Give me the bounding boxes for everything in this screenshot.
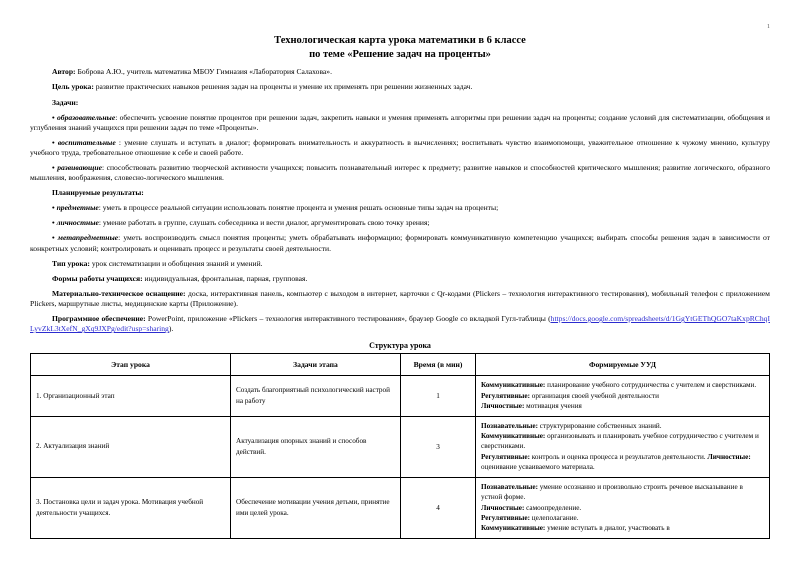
cell-stage: 2. Актуализация знаний	[31, 416, 231, 477]
uud-text: умение осознанно и произвольно строить речевое высказывание в устной форме.	[481, 482, 743, 502]
task-text: : обеспечить усвоение понятие процентов при решении задач, закрепить навыки и умения применять алгоритмы при решении задач на проценты; создание условий для систематизации, обобщения и углубления знаний учащихся при решении задач по теме «Проценты».	[30, 112, 770, 132]
tasks-label: Задачи:	[52, 97, 79, 107]
cell-stage: 1. Организационный этап	[31, 376, 231, 416]
google-sheets-link[interactable]: https://docs.google.com/spreadsheets/d/1GgYtGEThQGO7taKxpRChqILyvZkL3tXefN_gXq9JXPg/edit?usp=sharing	[30, 314, 770, 334]
page-title-line-1: Технологическая карта урока математики в 6 классе	[274, 35, 526, 46]
software-paragraph	[30, 314, 770, 334]
uud-label: Регулятивные:	[481, 452, 530, 461]
uud-label: Личностные:	[481, 503, 525, 512]
author-paragraph	[30, 67, 770, 77]
equipment-label: Материально-техническое оснащение:	[52, 288, 186, 298]
structure-caption: Структура урока	[369, 341, 431, 351]
uud-text: мотивация учения	[524, 402, 582, 411]
table-header-row	[31, 354, 770, 376]
uud-label: Коммуникативные:	[481, 431, 546, 440]
cell-task: Актуализация опорных знаний и способов действий.	[231, 416, 401, 477]
lesson-type-label: Тип урока:	[52, 258, 90, 268]
uud-text: контроль и оценка процесса и результатов деятельности.	[529, 452, 708, 461]
uud-label: Регулятивные:	[481, 391, 530, 400]
lesson-type-paragraph	[30, 259, 770, 269]
cell-stage: 3. Постановка цели и задач урока. Мотивация учебной деятельности учащихся.	[31, 477, 231, 538]
planned-results-heading	[30, 188, 770, 198]
bullet-icon: •	[52, 218, 55, 228]
uud-label: Личностные:	[481, 402, 525, 411]
task-text: : умение слушать и вступать в диалог; формировать внимательность и аккуратность в вычислениях; воспитывать чувство взаимопомощи, уважительное отношение к чужому мнению, культуру учебного труда, требовательное отношение к себе и своей работе.	[30, 137, 770, 157]
uud-text: организовывать и планировать учебное сотрудничество с учителем и сверстниками.	[481, 431, 759, 451]
task-item-educational	[30, 113, 770, 133]
task-text: : способствовать развитию творческой активности учащихся; повысить познавательный интерес к предмету; развитие навыков и способностей критического мышления; развитие логического, образного мышления, воображения, словесно-логического мышления.	[30, 163, 770, 183]
software-text: PowerPoint, приложение «Plickers – технология интерактивного тестирования», браузер Google со вкладкой Гугл-таблицы	[145, 314, 546, 324]
planned-text: : умение работать в группе, слушать собеседника и вести диалог, аргументировать свою точку зрения;	[98, 218, 430, 228]
author-label: Автор:	[52, 67, 76, 77]
table-row	[31, 376, 770, 416]
page-title	[30, 34, 770, 62]
tasks-heading	[30, 98, 770, 108]
bullet-icon: •	[52, 112, 55, 122]
uud-label: Коммуникативные:	[481, 524, 546, 533]
uud-text: оценивание усваиваемого материала.	[481, 463, 595, 472]
planned-text: : уметь воспроизводить смысл понятия проценты; уметь обрабатывать информацию; формировать коммуникативную компетенцию учащихся; выбирать способы решения задач в зависимости от конкретных условий; контролировать и оценивать процесс и результаты своей деятельности.	[30, 233, 770, 253]
cell-uud	[476, 416, 770, 477]
uud-text: планирование учебного сотрудничества с учителем и сверстниками.	[545, 381, 757, 390]
column-header-task: Задачи этапа	[231, 354, 401, 376]
planned-term: предметные	[56, 203, 99, 213]
uud-label: Познавательные:	[481, 482, 538, 491]
lesson-structure-table	[30, 353, 770, 539]
uud-text: целеполагание.	[529, 514, 579, 523]
planned-item-metasubject	[30, 233, 770, 253]
uud-label: Коммуникативные:	[481, 381, 546, 390]
table-row	[31, 416, 770, 477]
column-header-stage: Этап урока	[31, 354, 231, 376]
cell-uud	[476, 376, 770, 416]
software-label: Программное обеспечение:	[52, 314, 146, 324]
task-item-developmental	[30, 163, 770, 183]
work-forms-text: индивидуальная, фронтальная, парная, групповая.	[142, 273, 308, 283]
planned-term: метапредметные	[57, 233, 119, 243]
cell-task: Обеспечение мотивации учения детьми, принятие ими целей урока.	[231, 477, 401, 538]
planned-term: личностные	[56, 218, 99, 228]
task-item-upbringing	[30, 138, 770, 158]
planned-item-subject	[30, 203, 770, 213]
uud-text: самоопределение.	[524, 503, 582, 512]
lesson-type-text: урок систематизации и обобщения знаний и умений.	[89, 258, 263, 268]
work-forms-paragraph	[30, 274, 770, 284]
goal-label: Цель урока:	[52, 82, 94, 92]
cell-uud	[476, 477, 770, 538]
planned-text: : уметь в процессе реальной ситуации использовать понятие процента и умения решать основные типы задач на проценты;	[98, 203, 499, 213]
task-term: воспитательные	[57, 137, 116, 147]
page-number: 1	[767, 24, 770, 30]
bullet-icon: •	[52, 203, 55, 213]
uud-text: организация своей учебной деятельности	[529, 391, 659, 400]
author-text: Боброва А.Ю., учитель математика МБОУ Гимназия «Лаборатория Салахова».	[75, 67, 333, 77]
goal-text: развитие практических навыков решения задач на проценты и умение их применять при решении жизненных задач.	[93, 82, 473, 92]
equipment-text: доска, интерактивная панель, компьютер с выходом в интернет, карточки с Qr-кодами (Plickers – технология интерактивного тестирования), мобильный телефон с приложением Plickers, маршрутные листы, медицинские карты (Приложение).	[30, 288, 770, 308]
cell-time: 4	[401, 477, 476, 538]
link-close-paren: ).	[168, 324, 174, 334]
uud-text: умение вступать в диалог, участвовать в	[545, 524, 670, 533]
bullet-icon: •	[52, 233, 55, 243]
uud-label: Познавательные:	[481, 421, 538, 430]
cell-time: 1	[401, 376, 476, 416]
cell-task: Создать благоприятный психологический настрой на работу	[231, 376, 401, 416]
planned-results-label: Планируемые результаты:	[52, 188, 144, 198]
cell-time: 3	[401, 416, 476, 477]
column-header-time: Время (в мин)	[401, 354, 476, 376]
equipment-paragraph	[30, 289, 770, 309]
table-row	[31, 477, 770, 538]
uud-label: Регулятивные:	[481, 514, 530, 523]
uud-text: структурирование собственных знаний.	[538, 421, 662, 430]
planned-item-personal	[30, 218, 770, 228]
page-title-line-2: по теме «Решение задач на проценты»	[309, 49, 491, 61]
bullet-icon: •	[52, 163, 55, 172]
work-forms-label: Формы работы учащихся:	[52, 273, 143, 283]
task-term: развивающие	[57, 163, 102, 172]
link-open-paren: (	[548, 314, 551, 324]
task-term: образовательные	[57, 112, 116, 122]
column-header-uud: Формируемые УУД	[476, 354, 770, 376]
bullet-icon: •	[52, 137, 55, 147]
goal-paragraph	[30, 82, 770, 92]
uud-label: Личностные:	[707, 452, 751, 461]
